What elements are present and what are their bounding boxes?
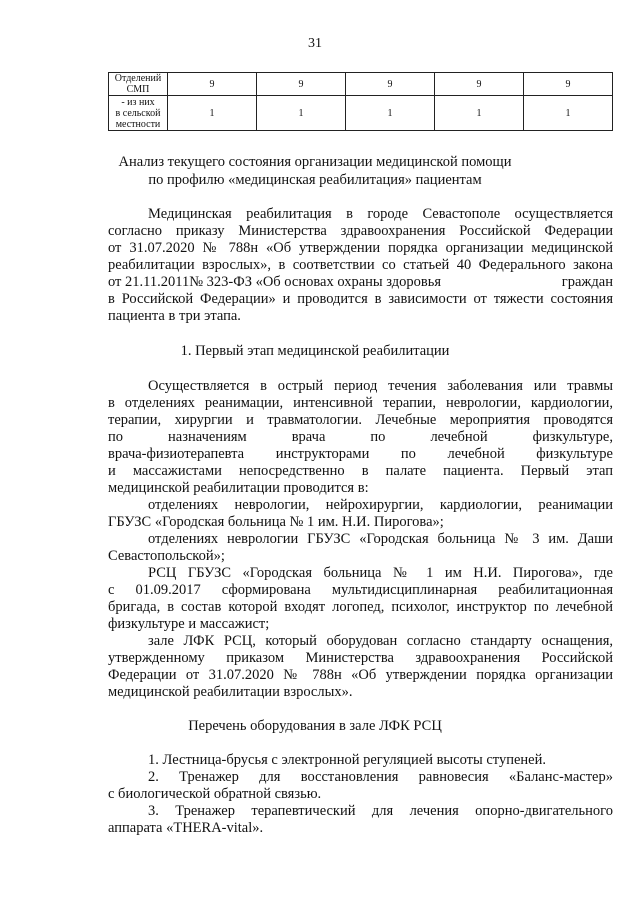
text-line: от 31.07.2020 № 788н «Об утверждении порядка организации медицинской xyxy=(108,240,613,256)
text-line: врача-физиотерапевта инструкторами по лечебной физкультуре xyxy=(108,446,613,462)
text-line: медицинской реабилитации проводится в: xyxy=(108,480,369,496)
text-line: Медицинская реабилитация в городе Севастополе осуществляется xyxy=(148,206,613,222)
text-line: терапии, хирургии и травматологии. Лечебные мероприятия проводятся xyxy=(108,412,613,428)
text-line: утвержденному приказом Министерства здравоохранения Российской xyxy=(108,650,613,666)
text-line: ГБУЗС «Городская больница № 1 им. Н.И. Пирогова»; xyxy=(108,514,444,530)
text-line: Севастопольской»; xyxy=(108,548,225,564)
statistics-table xyxy=(108,72,613,131)
table-row xyxy=(109,96,613,131)
text-line: физкультуре и массажист; xyxy=(108,616,270,632)
row-label: - из них в сельской местности xyxy=(109,96,168,131)
list-item: 2. Тренажер для восстановления равновесия «Баланс-мастер» xyxy=(148,769,613,785)
text-line: и массажистами непосредственно в палате пациента. Первый этап xyxy=(108,463,613,479)
text-line: реабилитации взрослых», в соответствии со статьей 40 Федерального закона xyxy=(108,257,613,273)
section-title-line: по профилю «медицинская реабилитация» пациентам xyxy=(148,172,482,188)
list-item: 3. Тренажер терапевтический для лечения опорно-двигательного xyxy=(148,803,613,819)
text-line-part: граждан xyxy=(561,274,613,290)
text-line: зале ЛФК РСЦ, который оборудован согласно стандарту оснащения, xyxy=(148,633,613,649)
table-cell: 1 xyxy=(257,96,346,131)
table-cell: 1 xyxy=(168,96,257,131)
text-line: в Российской Федерации» и проводится в зависимости от тяжести состояния xyxy=(108,291,613,307)
table-cell: 9 xyxy=(257,73,346,96)
equipment-heading: Перечень оборудования в зале ЛФК РСЦ xyxy=(188,718,442,734)
text-line: бригада, в состав которой входят логопед, психолог, инструктор по лечебной xyxy=(108,599,613,615)
text-line: по назначениям врача по лечебной физкультуре, xyxy=(108,429,613,445)
table-cell: 1 xyxy=(524,96,613,131)
table-cell: 9 xyxy=(168,73,257,96)
table-cell: 1 xyxy=(346,96,435,131)
text-line: РСЦ ГБУЗС «Городская больница № 1 им Н.И. Пирогова», где xyxy=(148,565,613,581)
text-line: Федерации от 31.07.2020 № 788н «Об утверждении порядка организации xyxy=(108,667,613,683)
text-line: с 01.09.2017 сформирована мультидисциплинарная реабилитационная xyxy=(108,582,613,598)
text-line: отделениях неврологии ГБУЗС «Городская больница № 3 им. Даши xyxy=(148,531,613,547)
text-line: медицинской реабилитации взрослых». xyxy=(108,684,353,700)
text-line: пациента в три этапа. xyxy=(108,308,241,324)
text-line-part: от 21.11.2011№ 323-ФЗ «Об основах охраны здоровья xyxy=(108,274,441,290)
table-cell: 9 xyxy=(346,73,435,96)
text-line: согласно приказу Министерства здравоохранения Российской Федерации xyxy=(108,223,613,239)
text-line: отделениях неврологии, нейрохирургии, кардиологии, реанимации xyxy=(148,497,613,513)
row-label: Отделений СМП xyxy=(109,73,168,96)
list-item: с биологической обратной связью. xyxy=(108,786,322,802)
text-line: в отделениях реанимации, интенсивной терапии, неврологии, кардиологии, xyxy=(108,395,613,411)
list-item: 1. Лестница-брусья с электронной регуляцией высоты ступеней. xyxy=(148,752,546,768)
text-line xyxy=(108,274,613,290)
list-item: аппарата «THERA-vital». xyxy=(108,820,264,836)
stage-heading: 1. Первый этап медицинской реабилитации xyxy=(180,343,450,359)
table-cell: 1 xyxy=(435,96,524,131)
page-number: 31 xyxy=(308,36,322,51)
text-line: Осуществляется в острый период течения заболевания или травмы xyxy=(148,378,613,394)
table-row xyxy=(109,73,613,96)
table-cell: 9 xyxy=(524,73,613,96)
table-cell: 9 xyxy=(435,73,524,96)
section-title-line: Анализ текущего состояния организации медицинской помощи xyxy=(118,154,512,170)
